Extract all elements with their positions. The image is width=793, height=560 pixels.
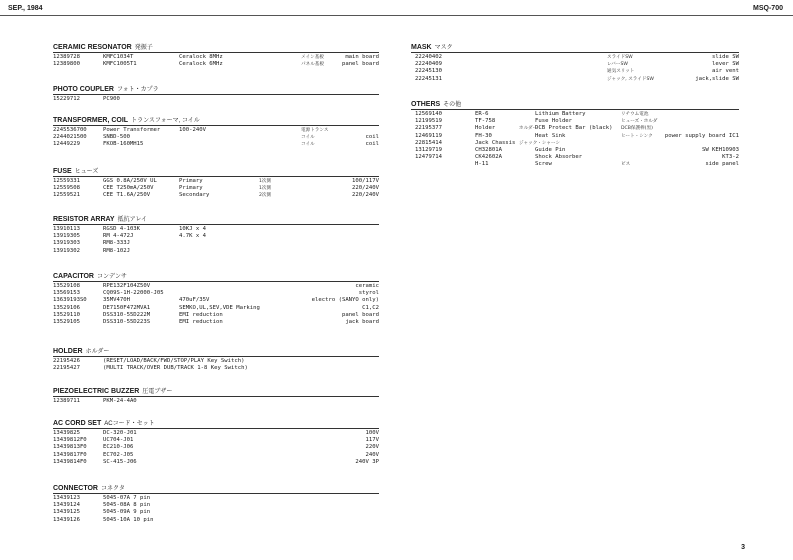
description: DC-320-J01 <box>103 430 137 436</box>
section-title-en: CERAMIC RESONATOR <box>53 44 132 51</box>
part-number: 13439812F0 <box>53 437 87 444</box>
table-row <box>411 111 739 118</box>
japanese-note: レバーSW <box>607 62 628 68</box>
part-code: Holder <box>475 125 496 132</box>
remark: coil <box>365 141 379 148</box>
description: SC-415-J06 <box>103 458 137 465</box>
section-fuse <box>53 167 379 200</box>
table-row <box>53 459 379 466</box>
part-number: 22815414 <box>415 139 442 146</box>
part-number: 13439125 <box>53 509 80 516</box>
section-rows <box>53 95 379 103</box>
section-title-en: HOLDER <box>53 348 83 355</box>
spec: 470uF/35V <box>179 297 210 304</box>
part-number: 12449229 <box>53 141 80 148</box>
table-row <box>411 140 739 147</box>
section-title-jp: コネクタ <box>100 486 125 492</box>
section-others <box>411 100 739 169</box>
japanese-note: メイン基板 <box>301 55 324 60</box>
japanese-note: コイル <box>301 135 315 141</box>
japanese-note: ジャック, スライドSW <box>607 76 654 82</box>
section-rows <box>53 494 379 524</box>
part-number: 13439124 <box>53 502 80 509</box>
description: RM8-102J <box>103 247 130 254</box>
part-number: 2245536700 <box>53 127 87 133</box>
section-title-jp: コンデンサ <box>96 274 127 280</box>
part-code: CK42602A <box>475 154 502 161</box>
japanese-note: 1次側 <box>259 186 272 192</box>
part-number: 13439814F0 <box>53 458 87 465</box>
table-row <box>53 358 379 365</box>
section-title-en: FUSE <box>53 168 72 175</box>
part-number: 13919303 <box>53 240 80 247</box>
section-rows <box>53 397 379 405</box>
remark: ceramic <box>355 283 379 289</box>
table-row <box>411 76 739 83</box>
section-title <box>411 43 739 53</box>
description: DSS310-55D222M <box>103 311 151 318</box>
table-row <box>53 233 379 240</box>
remark: SW KEH10903 <box>701 146 739 153</box>
header-date: SEP., 1984 <box>8 5 43 12</box>
part-code: CH32801A <box>475 146 502 153</box>
remark: 100V <box>365 430 379 436</box>
table-row <box>53 398 379 405</box>
remark: power supply board IC1 <box>664 132 739 139</box>
table-row <box>53 495 379 502</box>
part-number: 13529108 <box>53 283 80 289</box>
table-row <box>411 54 739 61</box>
spec: 4.7K x 4 <box>179 233 206 240</box>
section-rows <box>53 429 379 466</box>
japanese-note: パネル基板 <box>301 62 324 68</box>
part-number: 12479714 <box>415 154 442 161</box>
description: RPE132F104Z50V <box>103 283 151 289</box>
table-row <box>411 154 739 161</box>
remark: panel board <box>341 311 379 318</box>
section-title <box>411 100 739 110</box>
section-title <box>53 419 379 429</box>
description: Fuse Holder <box>535 118 573 125</box>
section-title <box>53 347 379 357</box>
part-number: 13919305 <box>53 233 80 240</box>
section-piezo <box>53 387 379 405</box>
japanese-note: 2次側 <box>259 193 272 199</box>
remark: styrol <box>358 290 379 297</box>
section-rows <box>53 357 379 372</box>
table-row <box>53 312 379 319</box>
description: CEE T1.6A/250V <box>103 192 151 199</box>
section-connector <box>53 484 379 524</box>
remark: 117V <box>365 437 379 444</box>
description: RM8-333J <box>103 240 130 247</box>
table-row <box>53 185 379 192</box>
remark: jack,slide SW <box>695 75 739 82</box>
table-row <box>53 134 379 141</box>
section-title-jp: 発振子 <box>134 45 153 51</box>
section-title <box>53 116 379 126</box>
table-row <box>53 509 379 516</box>
remark: slide SW <box>712 54 739 60</box>
spec: 100-240V <box>179 127 206 133</box>
part-number: 12569140 <box>415 111 442 117</box>
japanese-note: 通気スリット <box>607 69 635 75</box>
part-number: 13910113 <box>53 226 80 232</box>
remark: coil <box>365 134 379 141</box>
section-title-en: RESISTOR ARRAY <box>53 216 115 223</box>
part-code: FH-30 <box>475 132 492 139</box>
part-number: 13639193S0 <box>53 297 87 304</box>
table-row <box>411 133 739 140</box>
remark: C1,C2 <box>362 304 379 311</box>
description: DE7150F472MVA1 <box>103 304 151 311</box>
section-resistor <box>53 215 379 255</box>
section-title <box>53 43 379 53</box>
section-title <box>53 85 379 95</box>
japanese-note: ヒューズ・ホルダ <box>621 119 658 125</box>
part-number: 13919302 <box>53 247 80 254</box>
remark: 100/117V <box>352 178 379 184</box>
section-title-en: PHOTO COUPLER <box>53 86 114 93</box>
section-title <box>53 167 379 177</box>
part-number: 12469119 <box>415 132 442 139</box>
section-title-jp: ACコード・セット <box>104 421 155 427</box>
header-model: MSQ-700 <box>753 5 783 12</box>
part-code: Jack Chassis <box>475 139 516 146</box>
description: RM 4-472J <box>103 233 134 240</box>
description: PC900 <box>103 96 120 102</box>
section-title <box>53 387 379 397</box>
section-title <box>53 272 379 282</box>
part-number: 12389800 <box>53 61 80 68</box>
part-number: 13129719 <box>415 146 442 153</box>
table-row <box>53 192 379 199</box>
description: 5045-10A 10 pin <box>103 516 154 523</box>
description: GGS 0.8A/250V UL <box>103 178 157 184</box>
spec: Primary <box>179 178 203 184</box>
remark: 240V <box>365 451 379 458</box>
section-trans <box>53 116 379 149</box>
section-title-en: AC CORD SET <box>53 420 102 427</box>
part-number: 13439123 <box>53 495 80 501</box>
spec: 10KJ x 4 <box>179 226 206 232</box>
table-row <box>53 305 379 312</box>
part-number: 13439813F0 <box>53 444 87 451</box>
description: 5045-08A 8 pin <box>103 502 151 509</box>
description: UC704-J01 <box>103 437 134 444</box>
table-row <box>411 118 739 125</box>
section-title-jp: マスク <box>434 45 453 51</box>
table-row <box>53 365 379 372</box>
part-number: 12389711 <box>53 398 80 404</box>
part-number: 13529105 <box>53 318 80 325</box>
part-number: 22240409 <box>415 61 442 68</box>
description: (RESET/LOAD/BACK/FWD/STOP/PLAY Key Switch) <box>103 358 245 364</box>
description: DCB Protect Bar (black) <box>535 125 613 132</box>
part-number: 22195377 <box>415 125 442 132</box>
remark: lever SW <box>712 61 739 68</box>
section-rows <box>53 126 379 149</box>
japanese-note: スライドSW <box>607 55 633 60</box>
description: Shock Absorber <box>535 154 583 161</box>
header-rule <box>0 15 793 16</box>
description: DSS310-55D223S <box>103 318 151 325</box>
description: Guide Pin <box>535 146 566 153</box>
spec: Primary <box>179 185 203 192</box>
section-rows <box>411 53 739 83</box>
remark: side panel <box>705 161 739 168</box>
part-code: TF-758 <box>475 118 496 125</box>
part-number: 22245130 <box>415 68 442 75</box>
description: KMFC1034T <box>103 54 134 60</box>
remark: KT3-2 <box>722 154 739 161</box>
spec: SEMKO,UL,SEV,VDE Marking <box>179 304 260 311</box>
table-row <box>53 240 379 247</box>
part-number: 13529106 <box>53 304 80 311</box>
japanese-note: 電源トランス <box>301 128 329 133</box>
table-row <box>53 96 379 103</box>
section-rows <box>53 177 379 200</box>
description: RGSD 4-103K <box>103 226 141 232</box>
japanese-note: リチウム電池 <box>621 112 649 117</box>
remark: panel board <box>341 61 379 68</box>
section-title <box>53 484 379 494</box>
part-number: 22195427 <box>53 365 80 372</box>
spec: Ceralock 8MHz <box>179 54 223 60</box>
section-capacitor <box>53 272 379 326</box>
remark: 240V 3P <box>355 458 379 465</box>
table-row <box>53 61 379 68</box>
part-number: 13569153 <box>53 290 80 297</box>
part-code: ER-6 <box>475 111 489 117</box>
table-row <box>53 502 379 509</box>
remark: main board <box>345 54 379 60</box>
japanese-note: ヒート・シンク <box>621 133 653 139</box>
section-accord <box>53 419 379 466</box>
table-row <box>53 444 379 451</box>
japanese-note: ジャック・シャーシ <box>519 140 561 146</box>
section-photo <box>53 85 379 103</box>
japanese-note: ビス <box>621 162 631 168</box>
japanese-note: ホルダー <box>519 126 538 132</box>
section-rows <box>53 282 379 326</box>
part-number: 22240402 <box>415 54 442 60</box>
section-title-en: OTHERS <box>411 101 441 108</box>
part-number: 13439817F0 <box>53 451 87 458</box>
table-row <box>53 283 379 290</box>
section-title-en: PIEZOELECTRIC BUZZER <box>53 388 140 395</box>
table-row <box>53 297 379 304</box>
section-title-jp: トランスフォーマ, コイル <box>131 118 200 124</box>
table-row <box>53 517 379 524</box>
part-number: 12559521 <box>53 192 80 199</box>
remark: electro (SANYO only) <box>311 297 379 304</box>
section-ceramic <box>53 43 379 68</box>
table-row <box>53 430 379 437</box>
japanese-note: 1次側 <box>259 179 272 184</box>
part-number: 12389728 <box>53 54 80 60</box>
table-row <box>53 437 379 444</box>
japanese-note: DCB保護棒(黒) <box>621 126 653 132</box>
remark: 220V <box>365 444 379 451</box>
section-title-jp: その他 <box>443 102 462 108</box>
part-number: 15229712 <box>53 96 80 102</box>
section-rows <box>53 53 379 68</box>
section-title-jp: ヒューズ <box>74 169 99 175</box>
table-row <box>53 127 379 134</box>
description: EC210-J06 <box>103 444 134 451</box>
table-row <box>411 161 739 168</box>
remark: air vent <box>712 68 739 75</box>
section-rows <box>53 225 379 255</box>
section-holder <box>53 347 379 372</box>
part-number: 12559331 <box>53 178 80 184</box>
remark: 220/240V <box>352 192 379 199</box>
section-title-jp: 抵抗アレイ <box>117 217 148 223</box>
section-title-jp: ホルダー <box>85 349 110 355</box>
spec: Secondary <box>179 192 210 199</box>
table-row <box>53 178 379 185</box>
spec: Ceralock 6MHz <box>179 61 223 68</box>
description: Heat Sink <box>535 132 566 139</box>
table-row <box>411 125 739 132</box>
description: KMFC1005T1 <box>103 61 137 68</box>
table-row <box>53 319 379 326</box>
table-row <box>53 290 379 297</box>
description: Power Transformer <box>103 127 161 133</box>
description: Screw <box>535 161 552 168</box>
table-row <box>53 54 379 61</box>
section-title-en: MASK <box>411 44 432 51</box>
description: EC702-J05 <box>103 451 134 458</box>
description: 5045-09A 9 pin <box>103 509 151 516</box>
section-title <box>53 215 379 225</box>
part-number: 13439825 <box>53 430 80 436</box>
remark: jack board <box>345 318 379 325</box>
table-row <box>411 147 739 154</box>
part-number: 12199519 <box>415 118 442 125</box>
description: CEE T250mA/250V <box>103 185 154 192</box>
part-number: 13439126 <box>53 516 80 523</box>
section-title-jp: フォト・カプラ <box>116 87 159 93</box>
japanese-note: コイル <box>301 142 315 148</box>
description: FKOB-160MH15 <box>103 141 144 148</box>
part-number: 22245131 <box>415 75 442 82</box>
table-row <box>411 68 739 75</box>
description: SNBD-500 <box>103 134 130 141</box>
remark: 220/240V <box>352 185 379 192</box>
table-row <box>53 452 379 459</box>
description: PKM-24-4A0 <box>103 398 137 404</box>
page-number: 3 <box>741 544 745 551</box>
part-number: 22195426 <box>53 358 80 364</box>
description: 5045-07A 7 pin <box>103 495 151 501</box>
section-mask <box>411 43 739 83</box>
table-row <box>411 61 739 68</box>
spec: EMI reduction <box>179 318 223 325</box>
section-title-en: CONNECTOR <box>53 485 98 492</box>
table-row <box>53 226 379 233</box>
part-number: 12559508 <box>53 185 80 192</box>
table-row <box>53 248 379 255</box>
table-row <box>53 141 379 148</box>
description: 35MV470H <box>103 297 130 304</box>
spec: EMI reduction <box>179 311 223 318</box>
section-rows <box>411 110 739 169</box>
part-number: 2244021500 <box>53 134 87 141</box>
section-title-jp: 圧電ブザー <box>142 389 173 395</box>
part-code: H-11 <box>475 161 489 168</box>
section-title-en: CAPACITOR <box>53 273 94 280</box>
description: CQ09S-1H-22000-J05 <box>103 290 164 297</box>
part-number: 13529110 <box>53 311 80 318</box>
section-title-en: TRANSFORMER, COIL <box>53 117 129 124</box>
description: (MULTI TRACK/OVER DUB/TRACK 1-8 Key Switch) <box>103 365 248 372</box>
description: Lithium Battery <box>535 111 586 117</box>
